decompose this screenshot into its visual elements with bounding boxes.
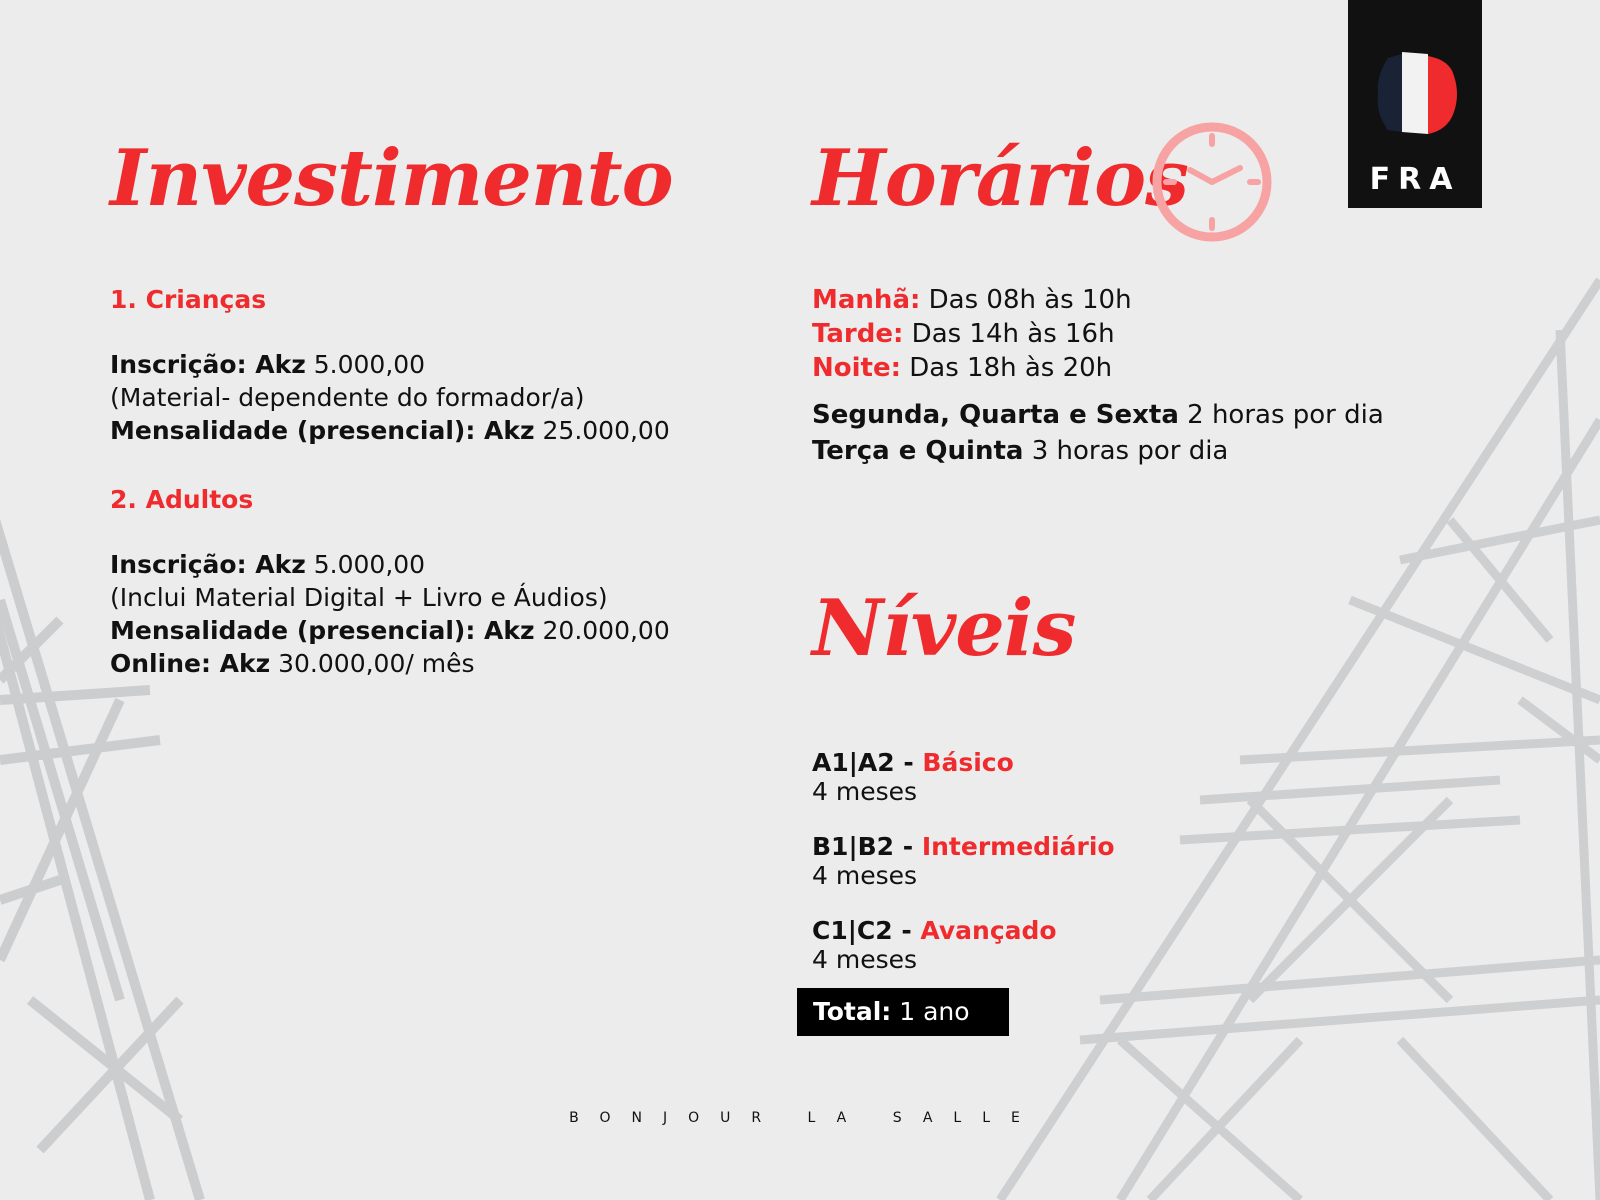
adults-inscricao xyxy=(110,548,670,581)
slot-manha-label: Manhã: xyxy=(812,285,921,315)
slot-tarde-label: Tarde: xyxy=(812,319,904,349)
children-inscricao-label: Inscrição: Akz xyxy=(110,350,306,379)
level-intermediario xyxy=(812,832,1115,890)
level-duration: 4 meses xyxy=(812,777,918,806)
level-name: Avançado xyxy=(920,916,1057,945)
adults-inscricao-value: 5.000,00 xyxy=(305,550,426,579)
children-inscricao-value: 5.000,00 xyxy=(305,350,426,379)
level-name: Básico xyxy=(922,748,1014,777)
days-tt xyxy=(812,433,1384,469)
slot-noite-value: Das 18h às 20h xyxy=(901,353,1113,383)
niveis-title: Níveis xyxy=(812,583,1076,674)
days-mwf-label: Segunda, Quarta e Sexta xyxy=(812,400,1179,430)
slot-noite xyxy=(812,351,1384,385)
level-avancado xyxy=(812,916,1115,974)
adults-online xyxy=(110,647,670,680)
investimento-title: Investimento xyxy=(110,133,673,224)
level-duration: 4 meses xyxy=(812,945,918,974)
days-mwf-value: 2 horas por dia xyxy=(1178,400,1384,430)
level-basico xyxy=(812,748,1115,806)
total-value: 1 ano xyxy=(891,997,970,1026)
clock-icon xyxy=(1150,120,1274,244)
slot-noite-label: Noite: xyxy=(812,353,901,383)
days-tt-value: 3 horas por dia xyxy=(1023,436,1229,466)
level-code: C1|C2 - xyxy=(812,916,921,945)
french-flag-icon xyxy=(1370,46,1462,140)
children-material-note: (Material- dependente do formador/a) xyxy=(110,383,585,412)
adults-mensalidade xyxy=(110,614,670,647)
adults-online-label: Online: Akz xyxy=(110,649,271,678)
level-name: Intermediário xyxy=(921,832,1115,861)
children-inscricao xyxy=(110,348,670,381)
niveis-section xyxy=(812,748,1115,1000)
children-heading: 1. Crianças xyxy=(110,285,267,314)
level-code: B1|B2 - xyxy=(812,832,922,861)
days-tt-label: Terça e Quinta xyxy=(812,436,1024,466)
slot-tarde-value: Das 14h às 16h xyxy=(903,319,1115,349)
adults-mensalidade-label: Mensalidade (presencial): Akz xyxy=(110,616,535,645)
total-label: Total: xyxy=(813,997,892,1026)
total-badge xyxy=(797,988,1009,1036)
adults-mensalidade-value: 20.000,00 xyxy=(534,616,670,645)
adults-inscricao-label: Inscrição: Akz xyxy=(110,550,306,579)
horarios-title: Horários xyxy=(812,133,1189,224)
brand-logo-text: FRA xyxy=(1369,162,1461,197)
slot-manha xyxy=(812,283,1384,317)
slot-tarde xyxy=(812,317,1384,351)
children-mensalidade-value: 25.000,00 xyxy=(534,416,670,445)
level-code: A1|A2 - xyxy=(812,748,923,777)
adults-heading: 2. Adultos xyxy=(110,485,254,514)
children-mensalidade xyxy=(110,414,670,447)
slot-manha-value: Das 08h às 10h xyxy=(920,285,1132,315)
footer-tagline: BONJOUR LA SALLE xyxy=(569,1110,1041,1126)
days-list xyxy=(812,397,1384,469)
children-mensalidade-label: Mensalidade (presencial): Akz xyxy=(110,416,535,445)
adults-online-value: 30.000,00/ mês xyxy=(270,649,475,678)
days-mwf xyxy=(812,397,1384,433)
brand-logo xyxy=(1348,0,1482,208)
level-duration: 4 meses xyxy=(812,861,918,890)
adults-material-note: (Inclui Material Digital + Livro e Áudios) xyxy=(110,583,608,612)
investimento-section xyxy=(110,283,670,680)
horarios-section xyxy=(812,283,1384,469)
